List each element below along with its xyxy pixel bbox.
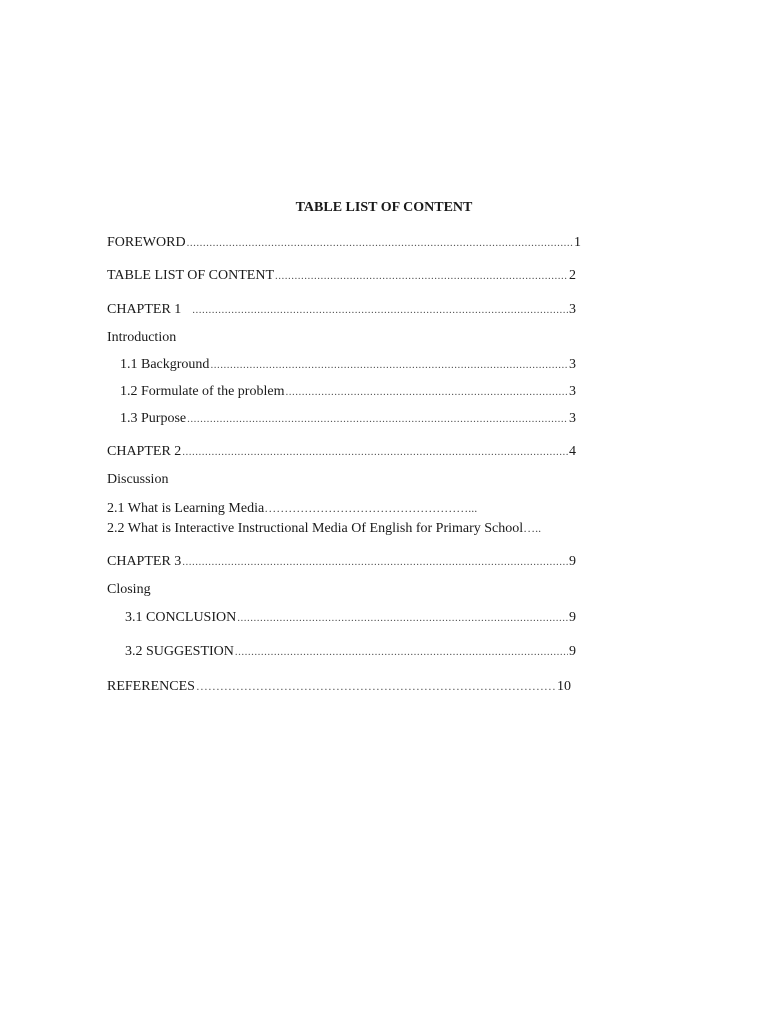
entry-label: CHAPTER 3 <box>107 554 182 569</box>
entry-page: 4 <box>569 444 576 459</box>
toc-entry-3-2 <box>125 643 576 661</box>
dot-leader <box>275 267 568 285</box>
dot-leader <box>187 410 568 428</box>
toc-entry-2-1 <box>107 499 477 518</box>
dot-leader: ……………………………………………... <box>264 501 478 515</box>
toc-entry-1-2 <box>120 383 576 401</box>
entry-label: 3.2 SUGGESTION <box>125 644 234 659</box>
toc-entry-chapter-3 <box>107 553 576 571</box>
entry-page: 9 <box>569 554 576 569</box>
toc-entry-references <box>107 677 571 696</box>
dot-leader <box>192 301 568 319</box>
dot-leader <box>196 677 556 696</box>
entry-page: 3 <box>569 384 576 399</box>
section-heading-closing: Closing <box>107 582 151 597</box>
entry-page: 2 <box>569 268 576 283</box>
entry-label: TABLE LIST OF CONTENT <box>107 268 275 283</box>
entry-label: CHAPTER 2 <box>107 444 182 459</box>
entry-label: 2.2 What is Interactive Instructional Media Of English for Primary School <box>107 521 524 536</box>
entry-label: 1.1 Background <box>120 357 210 372</box>
entry-label: 1.2 Formulate of the problem <box>120 384 285 399</box>
page-title: TABLE LIST OF CONTENT <box>295 200 473 215</box>
entry-page: 3 <box>569 357 576 372</box>
dot-leader <box>187 234 573 252</box>
toc-entry-1-3 <box>120 410 576 428</box>
toc-entry-2-2 <box>107 519 541 538</box>
entry-label: CHAPTER 1 <box>107 302 182 317</box>
entry-label: 1.3 Purpose <box>120 411 187 426</box>
entry-page: 9 <box>569 610 576 625</box>
entry-page: 3 <box>569 411 576 426</box>
entry-page: 10 <box>557 679 571 694</box>
entry-page: 3 <box>569 302 576 317</box>
entry-page: 1 <box>574 235 581 250</box>
entry-label: 2.1 What is Learning Media <box>107 501 265 516</box>
toc-entry-table-of-content <box>107 267 576 285</box>
dot-leader: ….. <box>523 521 542 535</box>
entry-label: FOREWORD <box>107 235 186 250</box>
dot-leader <box>285 383 568 401</box>
dot-leader <box>237 609 568 627</box>
toc-entry-chapter-2 <box>107 443 576 461</box>
dot-leader <box>235 643 568 661</box>
toc-entry-chapter-1 <box>107 301 576 319</box>
dot-leader <box>182 443 568 461</box>
section-heading-discussion: Discussion <box>107 472 169 487</box>
toc-entry-1-1 <box>120 356 576 374</box>
entry-page: 9 <box>569 644 576 659</box>
section-heading-introduction: Introduction <box>107 330 177 345</box>
entry-label: 3.1 CONCLUSION <box>125 610 237 625</box>
dot-leader <box>210 356 568 374</box>
toc-entry-foreword <box>107 234 581 252</box>
dot-leader <box>182 553 568 571</box>
entry-label: REFERENCES <box>107 679 195 694</box>
toc-entry-3-1 <box>125 609 576 627</box>
